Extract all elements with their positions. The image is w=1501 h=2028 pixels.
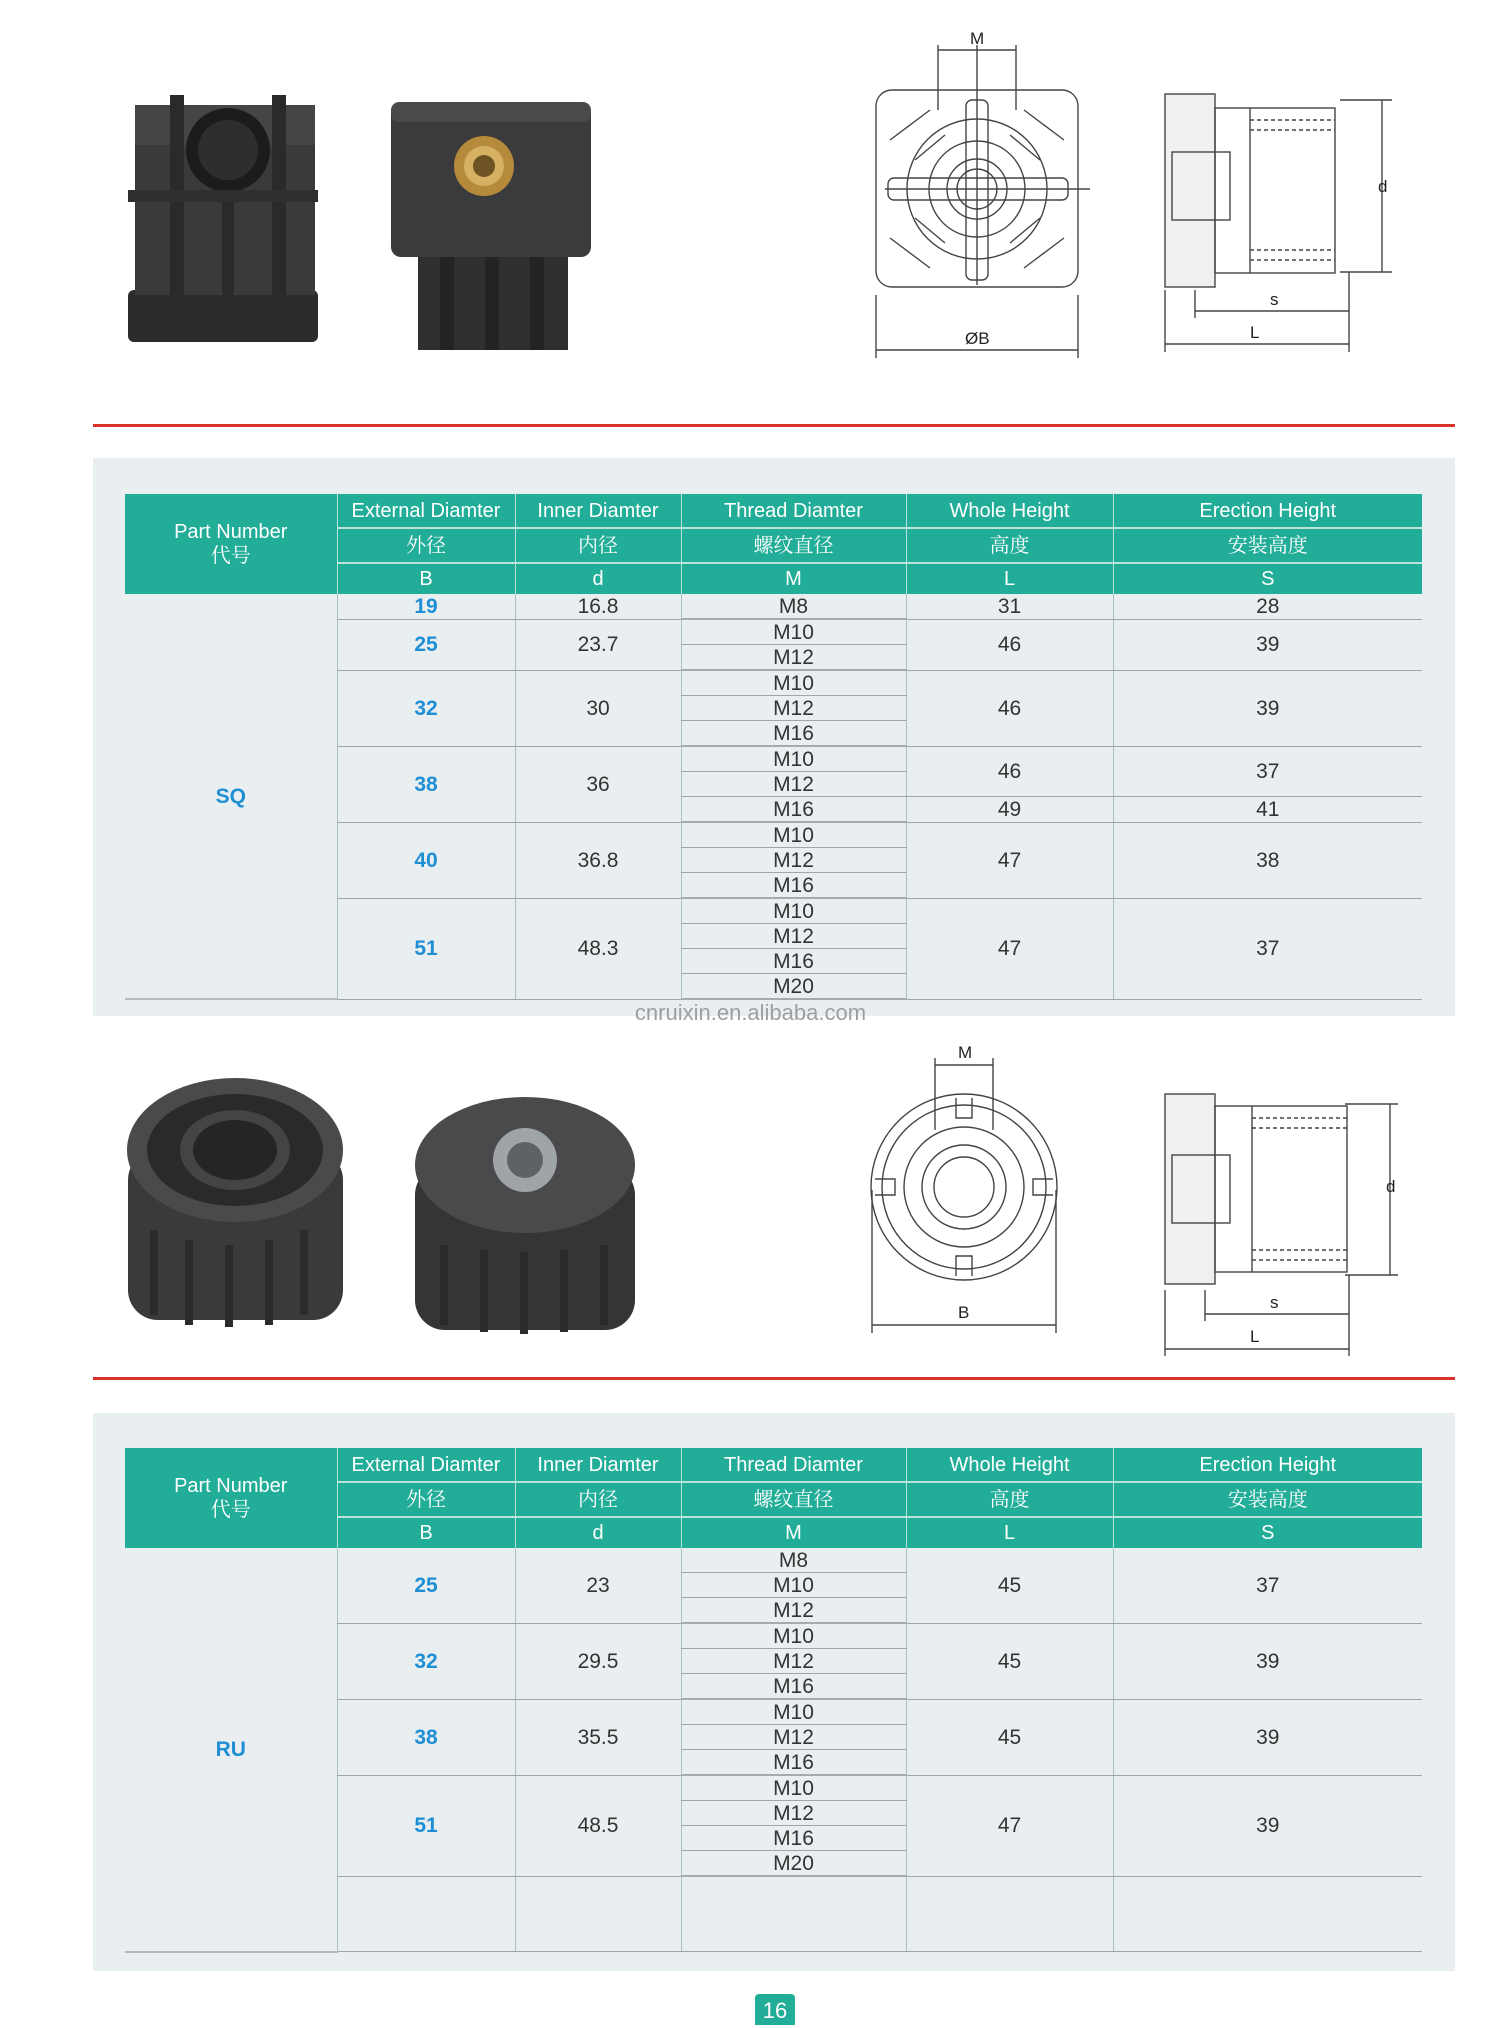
whole-height: 31: [906, 594, 1113, 619]
square-plug-side-view-drawing: [1165, 94, 1392, 352]
dim-label-s: s: [1270, 290, 1279, 309]
column-header-cn: 安装高度: [1113, 528, 1422, 563]
part-number-header: [125, 494, 337, 594]
empty-cell: [1113, 1876, 1422, 1952]
column-header-en: Thread Diamter: [681, 494, 906, 528]
whole-height: 47: [906, 898, 1113, 999]
erection-height: 39: [1113, 1623, 1422, 1699]
thread-diameter: M10: [681, 1573, 906, 1598]
inner-diameter: 30: [515, 670, 681, 746]
column-header-symbol: L: [906, 1517, 1113, 1548]
erection-height: 37: [1113, 746, 1422, 797]
column-header-symbol: d: [515, 563, 681, 594]
thread-diameter: M16: [681, 1826, 906, 1851]
whole-height: 46: [906, 619, 1113, 670]
table-row: [125, 1548, 1422, 1573]
column-header-symbol: S: [1113, 563, 1422, 594]
round-plug-top-view-drawing: [871, 1058, 1057, 1333]
erection-height: 38: [1113, 822, 1422, 898]
table-row: [125, 594, 1422, 619]
external-diameter: 38: [337, 746, 515, 822]
dim-label-m-round: M: [958, 1043, 973, 1062]
thread-diameter: M16: [681, 949, 906, 974]
external-diameter: 25: [337, 619, 515, 670]
empty-cell: [337, 1876, 515, 1952]
column-header-symbol: d: [515, 1517, 681, 1548]
thread-diameter: M16: [681, 721, 906, 747]
part-number-label: Part Number: [174, 521, 288, 543]
part-number-label: Part Number: [174, 1475, 288, 1497]
watermark: cnruixin.en.alibaba.com: [634, 1000, 867, 1025]
part-number-header: [125, 1448, 337, 1548]
inner-diameter: 23.7: [515, 619, 681, 670]
column-header-en: Erection Height: [1113, 1448, 1422, 1482]
thread-diameter: M16: [681, 873, 906, 899]
inner-diameter: 35.5: [515, 1699, 681, 1775]
whole-height: 46: [906, 746, 1113, 797]
column-header-cn: 内径: [515, 528, 681, 563]
column-header-en: External Diamter: [337, 1448, 515, 1482]
column-header-symbol: M: [681, 563, 906, 594]
thread-diameter: M12: [681, 924, 906, 949]
column-header-cn: 高度: [906, 1482, 1113, 1517]
square-plug-insert-photo: [391, 102, 591, 350]
square-plug-rib-photo: [128, 95, 318, 342]
section-divider: [93, 424, 1455, 427]
thread-diameter: M16: [681, 1750, 906, 1776]
whole-height: 49: [906, 797, 1113, 823]
thread-diameter: M12: [681, 1801, 906, 1826]
dim-label-l: L: [1250, 323, 1260, 342]
column-header-cn: 螺纹直径: [681, 528, 906, 563]
spec-table-sq: [125, 494, 1422, 1000]
column-header-en: Whole Height: [906, 494, 1113, 528]
thread-diameter: M20: [681, 974, 906, 1000]
inner-diameter: 36: [515, 746, 681, 822]
external-diameter: 51: [337, 1775, 515, 1876]
erection-height: 37: [1113, 898, 1422, 999]
column-header-en: Whole Height: [906, 1448, 1113, 1482]
external-diameter: 40: [337, 822, 515, 898]
section-divider: [93, 1377, 1455, 1380]
column-header-cn: 内径: [515, 1482, 681, 1517]
dim-label-m: M: [970, 29, 985, 48]
whole-height: 47: [906, 1775, 1113, 1876]
erection-height: 39: [1113, 1699, 1422, 1775]
inner-diameter: 48.5: [515, 1775, 681, 1876]
column-header-en: Thread Diamter: [681, 1448, 906, 1482]
whole-height: 47: [906, 822, 1113, 898]
thread-diameter: M12: [681, 1598, 906, 1624]
dim-label-b: ØB: [965, 329, 990, 348]
inner-diameter: 48.3: [515, 898, 681, 999]
part-number-label-cn: 代号: [210, 545, 251, 567]
inner-diameter: 36.8: [515, 822, 681, 898]
empty-cell: [515, 1876, 681, 1952]
thread-diameter: M10: [681, 898, 906, 924]
thread-diameter: M16: [681, 797, 906, 823]
part-code: RU: [125, 1548, 337, 1952]
external-diameter: 38: [337, 1699, 515, 1775]
whole-height: 45: [906, 1699, 1113, 1775]
erection-height: 28: [1113, 594, 1422, 619]
round-plug-side-view-drawing: [1165, 1094, 1398, 1356]
part-code: SQ: [125, 594, 337, 999]
round-plug-insert-photo: [415, 1097, 635, 1334]
thread-diameter: M10: [681, 670, 906, 696]
erection-height: 37: [1113, 1548, 1422, 1623]
column-header-symbol: B: [337, 563, 515, 594]
column-header-cn: 螺纹直径: [681, 1482, 906, 1517]
column-header-en: Erection Height: [1113, 494, 1422, 528]
column-header-en: Inner Diamter: [515, 1448, 681, 1482]
column-header-symbol: L: [906, 563, 1113, 594]
thread-diameter: M12: [681, 772, 906, 797]
column-header-cn: 外径: [337, 1482, 515, 1517]
erection-height: 39: [1113, 670, 1422, 746]
thread-diameter: M12: [681, 1649, 906, 1674]
empty-cell: [681, 1876, 906, 1952]
thread-diameter: M8: [681, 594, 906, 619]
thread-diameter: M12: [681, 1725, 906, 1750]
thread-diameter: M10: [681, 1775, 906, 1801]
column-header-symbol: B: [337, 1517, 515, 1548]
inner-diameter: 29.5: [515, 1623, 681, 1699]
thread-diameter: M10: [681, 746, 906, 772]
thread-diameter: M10: [681, 1623, 906, 1649]
dim-label-b-round: B: [958, 1303, 970, 1322]
round-plug-rib-photo: [127, 1078, 343, 1327]
thread-diameter: M8: [681, 1548, 906, 1573]
page-number: 16: [755, 1994, 795, 2025]
erection-height: 39: [1113, 619, 1422, 670]
external-diameter: 32: [337, 1623, 515, 1699]
thread-diameter: M10: [681, 1699, 906, 1725]
thread-diameter: M16: [681, 1674, 906, 1700]
dim-label-s-round: s: [1270, 1293, 1279, 1312]
column-header-symbol: M: [681, 1517, 906, 1548]
column-header-cn: 高度: [906, 528, 1113, 563]
part-number-label-cn: 代号: [210, 1499, 251, 1521]
erection-height: 39: [1113, 1775, 1422, 1876]
thread-diameter: M10: [681, 822, 906, 848]
external-diameter: 51: [337, 898, 515, 999]
inner-diameter: 16.8: [515, 594, 681, 619]
external-diameter: 25: [337, 1548, 515, 1623]
column-header-en: Inner Diamter: [515, 494, 681, 528]
thread-diameter: M12: [681, 696, 906, 721]
empty-cell: [906, 1876, 1113, 1952]
dim-label-d-round: d: [1386, 1177, 1396, 1196]
column-header-cn: 外径: [337, 528, 515, 563]
column-header-symbol: S: [1113, 1517, 1422, 1548]
spec-table-ru: [125, 1448, 1422, 1953]
thread-diameter: M20: [681, 1851, 906, 1877]
thread-diameter: M12: [681, 848, 906, 873]
thread-diameter: M10: [681, 619, 906, 645]
inner-diameter: 23: [515, 1548, 681, 1623]
dim-label-d: d: [1378, 177, 1388, 196]
whole-height: 46: [906, 670, 1113, 746]
external-diameter: 19: [337, 594, 515, 619]
whole-height: 45: [906, 1623, 1113, 1699]
dim-label-l-round: L: [1250, 1327, 1260, 1346]
column-header-en: External Diamter: [337, 494, 515, 528]
erection-height: 41: [1113, 797, 1422, 823]
column-header-cn: 安装高度: [1113, 1482, 1422, 1517]
whole-height: 45: [906, 1548, 1113, 1623]
square-plug-top-view-drawing: [876, 45, 1090, 358]
external-diameter: 32: [337, 670, 515, 746]
thread-diameter: M12: [681, 645, 906, 671]
